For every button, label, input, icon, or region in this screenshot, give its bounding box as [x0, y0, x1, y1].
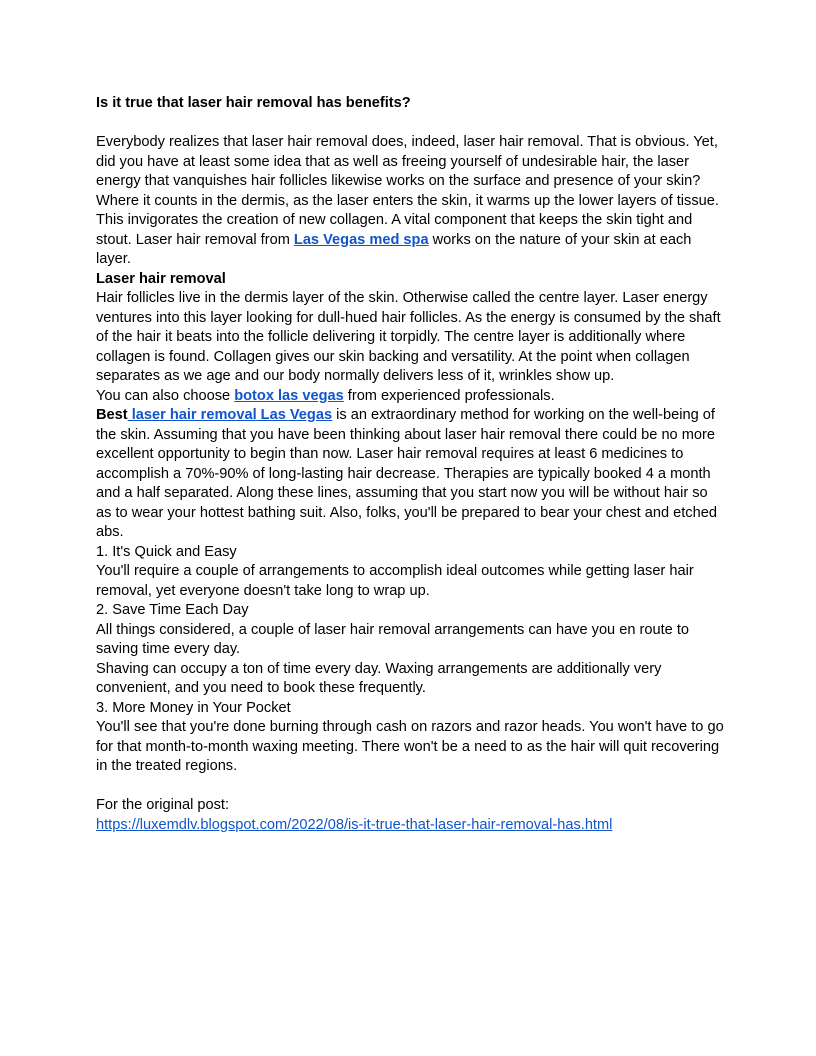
- botox-las-vegas-link[interactable]: botox las vegas: [234, 387, 344, 404]
- document-page: [96, 94, 726, 835]
- paragraph-best-lead: Best: [96, 407, 128, 423]
- paragraph-intro: Everybody realizes that laser hair removal does, indeed, laser hair removal. That is obvious. Yet, did you have at least some idea that as well as freeing yourself of undesirable hair, the laser energy that vanquishes hair follicles likewise works on the surface and presence of your skin?: [96, 134, 718, 189]
- paragraph-dermis-tail: works on the nature of your skin at each layer.: [96, 231, 692, 267]
- list-item-2-text-extra: Shaving can occupy a ton of time every day. Waxing arrangements are additionally very convenient, and you need to book these frequently.: [96, 660, 662, 696]
- original-post-label: For the original post:: [96, 797, 230, 813]
- paragraph-dermis: [96, 192, 726, 270]
- paragraph-botox-tail: from experienced professionals.: [343, 387, 555, 404]
- paragraph-botox-text: You can also choose: [96, 387, 235, 404]
- list-item-3-title: 3. More Money in Your Pocket: [96, 699, 291, 716]
- list-item-2-title: 2. Save Time Each Day: [96, 602, 249, 618]
- blank-line: [96, 114, 726, 134]
- paragraph-follicles: Hair follicles live in the dermis layer of the skin. Otherwise called the centre layer. Laser energy ventures into this layer looking for dull-hued hair follicles. As the energy is consumed by the shaft of the hair it beats into the follicle delivering it torpidly. The centre layer is additionally where collagen is found. Collagen gives our skin backing and versatility. At the point when collagen separates as we age and our body normally delivers less of it, wrinkles show up.: [96, 290, 721, 384]
- list-item-1-title: 1. It's Quick and Easy: [96, 543, 237, 560]
- original-post-line: [96, 816, 726, 836]
- heading-laser-hair-removal: Laser hair removal: [96, 270, 226, 287]
- list-item-2-text: All things considered, a couple of laser hair removal arrangements can have you en route to saving time every day.: [96, 621, 690, 657]
- original-post-link[interactable]: https://luxemdlv.blogspot.com/2022/08/is-it-true-that-laser-hair-removal-has.html: [96, 816, 613, 833]
- list-item-1-text: You'll require a couple of arrangements to accomplish ideal outcomes while getting laser hair removal, yet everyone doesn't take long to wrap up.: [96, 563, 694, 599]
- blank-line: [96, 777, 726, 797]
- document-title: Is it true that laser hair removal has benefits?: [96, 95, 411, 111]
- laser-hair-removal-las-vegas-link[interactable]: laser hair removal Las Vegas: [127, 407, 333, 423]
- paragraph-dermis-text: Where it counts in the dermis, as the laser enters the skin, it warms up the lower layers of tissue. This invigorates the creation of new collagen. A vital component that keeps the skin tight and stout. Laser hair removal from: [96, 192, 719, 248]
- las-vegas-med-spa-link[interactable]: Las Vegas med spa: [293, 231, 429, 248]
- paragraph-botox: [96, 387, 726, 407]
- list-item-3-text: You'll see that you're done burning through cash on razors and razor heads. You won't have to go for that month-to-month waxing meeting. There won't be a need to as the hair will quit recovering in the treated regions.: [96, 719, 724, 774]
- paragraph-best-text: is an extraordinary method for working on the well-being of the skin. Assuming that you have been thinking about laser hair removal there could be no more excellent opportunity to begin than now. Laser hair removal requires at least 6 medicines to accomplish a 70%-90% of long-lasting hair decrease. Therapies are typically booked 4 a month and a half separated. Along these lines, assuming that you start now you will be without hair so as to wear your hottest bathing suit. Also, folks, you'll be prepared to bear your chest and etched abs.: [96, 407, 717, 540]
- paragraph-best: [96, 406, 726, 543]
